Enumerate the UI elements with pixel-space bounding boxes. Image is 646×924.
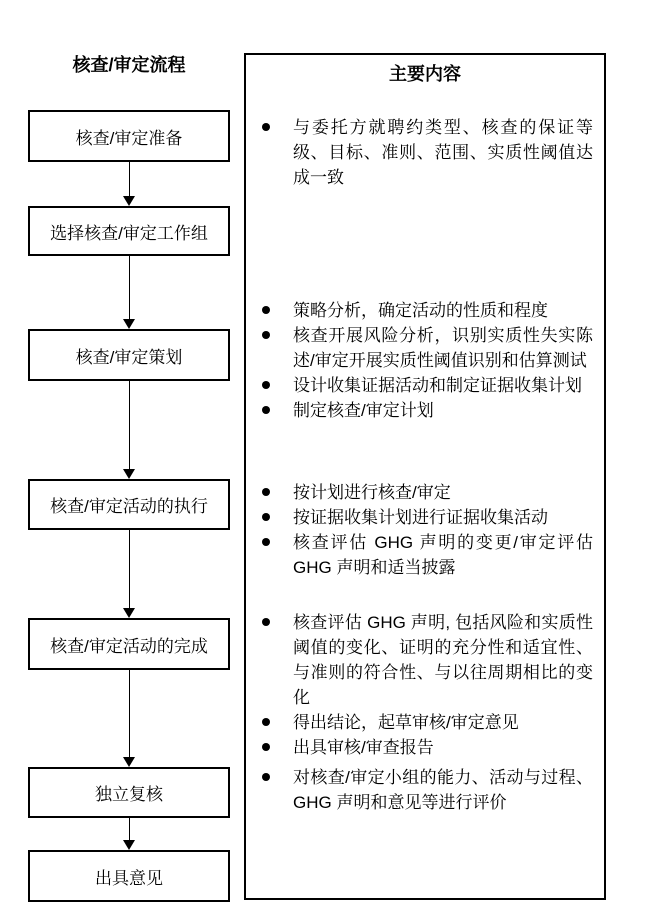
flow-step-1 [28,110,230,162]
arrow-shaft [129,256,131,320]
flow-step-4 [28,479,230,530]
bullet-icon [262,381,270,389]
bullet-text: 核查开展风险分析，识别实质性失实陈述/审定开展实质性阈值识别和估算测试 [293,326,593,370]
flow-step-label: 出具意见 [95,868,163,888]
content-group-5 [246,765,604,815]
flow-step-label: 选择核查/审定工作组 [50,223,208,243]
content-panel-title: 主要内容 [389,64,461,84]
flow-step-label: 核查/审定策划 [75,347,183,367]
bullet-item [246,298,604,323]
arrow-shaft [129,530,131,609]
content-panel [244,53,606,900]
arrowhead-icon [123,469,135,479]
bullet-icon [262,513,270,521]
bullet-icon [262,331,270,339]
bullet-text: 按计划进行核查/审定 [293,483,451,502]
bullet-icon [262,406,270,414]
bullet-item [246,610,604,710]
flow-arrow-down-icon [123,381,136,479]
bullet-icon [262,618,270,626]
flow-arrow-down-icon [123,818,136,850]
flow-step-3 [28,329,230,381]
arrow-shaft [129,162,131,197]
flow-step-6 [28,767,230,818]
flow-arrow-down-icon [123,256,136,329]
arrow-shaft [129,381,131,470]
bullet-icon [262,488,270,496]
arrowhead-icon [123,196,135,206]
bullet-item [246,115,604,190]
bullet-icon [262,743,270,751]
bullet-text: 设计收集证据活动和制定证据收集计划 [293,376,582,395]
flow-arrow-down-icon [123,530,136,618]
bullet-item [246,735,604,760]
flow-arrow-down-icon [123,670,136,767]
arrowhead-icon [123,840,135,850]
flow-step-label: 核查/审定准备 [75,128,183,148]
bullet-icon [262,123,270,131]
arrowhead-icon [123,319,135,329]
flow-step-2 [28,206,230,256]
flow-column-title: 核查/审定流程 [72,55,186,75]
bullet-text: 出具审核/审查报告 [293,738,434,757]
flow-step-label: 核查/审定活动的完成 [50,636,208,656]
arrowhead-icon [123,757,135,767]
bullet-item [246,373,604,398]
flow-step-7 [28,850,230,902]
flow-step-5 [28,618,230,670]
bullet-text: 对核查/审定小组的能力、活动与过程、GHG 声明和意见等进行评价 [293,768,593,812]
bullet-icon [262,538,270,546]
bullet-text: 策略分析，确定活动的性质和程度 [293,301,548,320]
bullet-text: 核查评估 GHG 声明的变更/审定评估 GHG 声明和适当披露 [293,533,593,577]
flow-step-label: 独立复核 [95,785,163,804]
bullet-item [246,505,604,530]
bullet-item [246,710,604,735]
bullet-icon [262,306,270,314]
content-group-1 [246,115,604,190]
bullet-text: 制定核查/审定计划 [293,401,434,420]
bullet-text: 得出结论，起草审核/审定意见 [293,713,519,732]
bullet-item [246,530,604,580]
bullet-item [246,398,604,423]
flow-step-label: 核查/审定活动的执行 [50,497,208,516]
arrowhead-icon [123,608,135,618]
content-group-2 [246,298,604,423]
bullet-text: 与委托方就聘约类型、核查的保证等级、目标、准则、范围、实质性阈值达成一致 [293,118,593,187]
bullet-icon [262,773,270,781]
bullet-item [246,323,604,373]
bullet-item [246,765,604,815]
bullet-item [246,480,604,505]
bullet-icon [262,718,270,726]
content-group-4 [246,610,604,760]
flow-arrow-down-icon [123,162,136,206]
bullet-text: 按证据收集计划进行证据收集活动 [293,508,548,527]
arrow-shaft [129,670,131,758]
content-group-3 [246,480,604,580]
bullet-text: 核查评估 GHG 声明, 包括风险和实质性阈值的变化、证明的充分性和适宜性、与准则的符合性、与以往周期相比的变化 [293,613,593,707]
arrow-shaft [129,818,131,841]
